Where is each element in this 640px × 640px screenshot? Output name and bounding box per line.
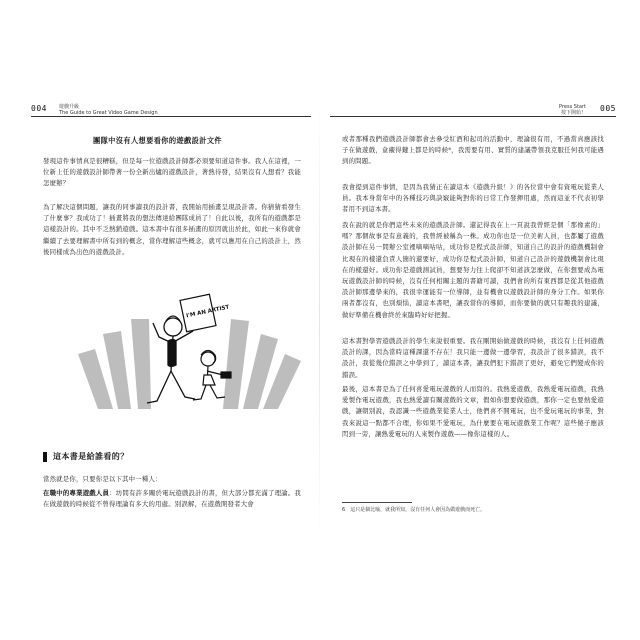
subheading [43, 451, 129, 462]
page-number-left: 004 [31, 104, 47, 113]
paragraph-1: 發現這件事情真是很糟糕，但是每一位遊戲設計師都必須要知道這件事。我人在這裡，一位新上任的遊戲設計師帶著一份全新出爐的遊戲設計，著熱待發，結果沒有人想看？我能怎麼辦？ [43, 157, 301, 188]
paragraph-3: 當然就是你，只要你是以下其中一種人： [43, 475, 162, 483]
illustration [73, 279, 303, 409]
artist-sign [180, 294, 230, 332]
header-title-left: 遊戲升級 [59, 104, 80, 110]
sign-text: I'M AN ARTIST [185, 304, 230, 320]
running-header-right [559, 104, 586, 116]
paragraph-4-bold: 在職中的專業遊戲人員 [43, 489, 110, 497]
left-page [23, 94, 315, 544]
paragraph-r4: 這本書對學習遊戲設計的學生來說很重要。我在剛開始做遊戲的時候，我沒有上任何遊戲設計的課，因為當時這種課還不存在！我只能一邊做一邊學習，我設計了很多錯誤，我不設計，我從幾位錯誤之中學到了，讀這本書，讓我們犯下錯誤了更好，避免它們變成你的錯誤。 [342, 337, 604, 379]
page-number-right: 005 [600, 104, 616, 113]
book-gutter [319, 100, 320, 540]
paragraph-2: 為了解決這個問題，讓我的同事讀我的設計書，我開始用插畫呈現設計書。你猜猜看發生了什麼事？我成功了！插畫將我的想法傳達給團隊成員了！自此以後，我所有的遊戲都是這樣設計的。其中不乏熱銷遊戲。這本書中有很多插畫的原因就出於此，如此一來你就會繼續了去要理解書中所有到的概念，當你理解這些概念，就可以應用在自己的設計上，然後同樣成為出色的遊戲設計。 [43, 203, 301, 256]
paragraph-4 [43, 488, 301, 510]
subheading-text: 這本書是給誰看的？ [53, 452, 129, 461]
paragraph-r3: 我在說的就是你們這些未來的遊戲設計師。還記得我在上一頁說我曾經是個「那像素的」嗎？那個故事是有意義的，我曾經被稱為一株。成功你也是一位美術人員，也都屬了遊戲設計師在另一間辦公室裡嘀嘀咕咕，成功你是程式設計師，知道自己的設計的遊戲機制會比現在的樣還負責人簡的還要好，成功你是程式設計師，知道自己設計的遊戲機制會比現在的樣還好。成功你是遊戲測試員，想要努力往上爬卻不知道該怎麼做，在你想要成為電玩遊戲設計師的時候，沒有任何相關主題的書籍可讀，我們會的所有東西都是從其他遊戲設計師那邊學來的，我很幸運能有一位導師，並有機會以遊戲設計師的身分工作。如果你兩者都沒有，也別煩惱，讀這本書吧，讓我當你的導師，而你要做的就只有趣我的建議，做好準備在機會終於來臨時好好把握。 [342, 221, 604, 319]
paragraph-r1: 或者那種我們遊戲設計師都會去參受紅酒和起司的活動中，理論很有用，不過當真應該找子在做遊戲，盒襯得鍵上都是的時候⁶，我需要有用、實質的建議帶領我克服任何我可能遇到的問題。 [342, 135, 604, 166]
running-header-left [59, 104, 158, 116]
book-spread [23, 94, 620, 544]
header-subtitle-right: 按下開始！ [560, 110, 586, 116]
header-title-right: Press Start [559, 104, 586, 110]
right-page [328, 94, 620, 544]
paragraph-r2: 我會提到這件事情，是因為我猜正在讀這本《遊戲升級！》的各位當中會有資電玩從業人員。我本身當年中的各種技巧與訣竅能夠對你的日常工作發揮用處，然而這並不代表初學者用不到這本書。 [342, 183, 604, 214]
footnote-rule [342, 502, 412, 503]
paragraph-4-text: ：坊間有許多關於電玩遊戲設計的書，但大部分都充滿了理論。我在做遊戲的時候從不曾得理論有多大的用處。別誤解，在遊戲開發者大會 [43, 489, 302, 509]
header-rule-right [330, 116, 616, 117]
subheading-marker [43, 452, 47, 462]
footnote: 6 這只是個比喻，就我所知，沒有任何人會因為做遊戲而死亡。 [342, 507, 486, 513]
section-title: 團隊中沒有人想要看你的遊戲設計文件 [93, 136, 222, 145]
header-rule-left [31, 116, 311, 117]
paragraph-r5: 最後，這本書是為了任何喜愛電玩遊戲的人而寫的。我熱愛遊戲，我熱愛電玩遊戲，我熱愛製作電玩遊戲，我也熱愛讀有關遊戲的文章，假如你想要做遊戲，那你一定也要熱愛遊戲，讓朝別說，我認識一些遊戲業從業人士，他們喜不開電玩，也不愛玩電玩的事業，對我來說這一點都不合理，你如果不愛電玩，為什麼要在電玩遊戲業工作呢？這些傻子應該閃到一旁，讓熱愛電玩的人來製作遊戲——像你這樣的人。 [342, 385, 604, 438]
header-subtitle-left: The Guide to Great Video Game Design [59, 110, 158, 116]
